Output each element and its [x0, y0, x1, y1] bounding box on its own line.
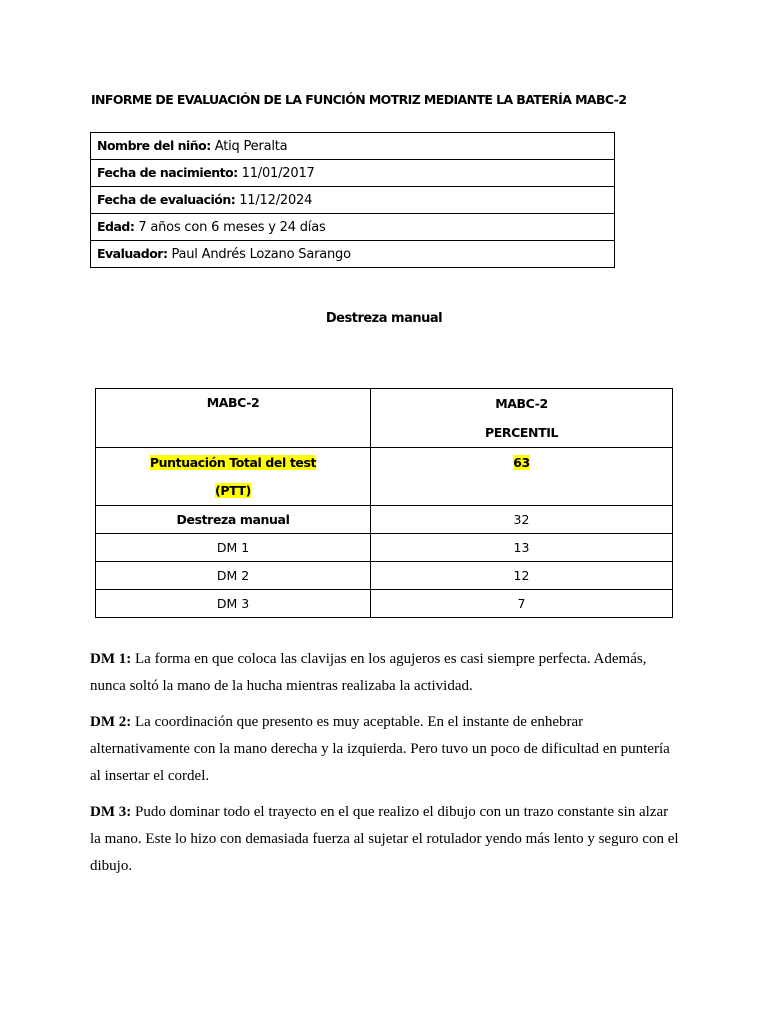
table-row	[96, 562, 673, 590]
header-right-2: PERCENTIL	[484, 425, 559, 440]
table-row	[96, 506, 673, 534]
note-text: La coordinación que presento es muy aceptable. En el instante de enhebrar alternativamente con la mano derecha y la izquierda. Pero tuvo un poco de dificultad en puntería al insertar el cordel.	[90, 714, 670, 784]
info-value: Atiq Peralta	[214, 139, 288, 154]
note-paragraph-dm2	[90, 709, 680, 790]
info-label: Fecha de evaluación:	[97, 192, 236, 207]
info-label: Edad:	[97, 219, 135, 234]
info-row-eval-date	[91, 187, 615, 214]
header-cell	[96, 389, 371, 448]
row-value: 7	[371, 590, 673, 618]
ptt-label-cell	[96, 448, 371, 506]
info-label: Fecha de nacimiento:	[97, 165, 238, 180]
note-label: DM 1:	[90, 651, 132, 667]
note-paragraph-dm3	[90, 799, 680, 880]
info-row-name	[91, 133, 615, 160]
ptt-value-cell	[371, 448, 673, 506]
row-value: 32	[371, 506, 673, 534]
note-text: Pudo dominar todo el trayecto en el que realizo el dibujo con un trazo constante sin alzar la mano. Este lo hizo con demasiada fuerza al sujetar el rotulador yendo más lento y seguro con el dibujo.	[90, 804, 679, 874]
info-value: Paul Andrés Lozano Sarango	[171, 247, 351, 262]
note-label: DM 3:	[90, 804, 132, 820]
row-label: DM 1	[96, 534, 371, 562]
info-label: Evaluador:	[97, 246, 168, 261]
ptt-label-2: (PTT)	[215, 483, 251, 498]
info-row-birthdate	[91, 160, 615, 187]
row-value: 13	[371, 534, 673, 562]
header-cell	[371, 389, 673, 448]
info-row-age	[91, 214, 615, 241]
section-heading: Destreza manual	[325, 311, 443, 326]
row-label: Destreza manual	[96, 506, 371, 534]
header-right-1: MABC-2	[495, 396, 548, 411]
info-value: 7 años con 6 meses y 24 días	[138, 220, 326, 235]
score-row-ptt	[96, 448, 673, 506]
score-table	[95, 388, 673, 618]
table-row	[96, 590, 673, 618]
note-paragraph-dm1	[90, 646, 680, 700]
ptt-label-1: Puntuación Total del test	[149, 455, 317, 470]
info-row-evaluator	[91, 241, 615, 268]
info-value: 11/01/2017	[241, 166, 315, 181]
score-header-row	[96, 389, 673, 448]
table-row	[96, 534, 673, 562]
ptt-value: 63	[513, 455, 530, 470]
page-title: INFORME DE EVALUACIÓN DE LA FUNCIÓN MOTRIZ MEDIANTE LA BATERÍA MABC-2	[91, 92, 627, 107]
row-label: DM 2	[96, 562, 371, 590]
note-label: DM 2:	[90, 714, 132, 730]
info-table	[90, 132, 615, 268]
observation-notes	[90, 646, 680, 889]
row-value: 12	[371, 562, 673, 590]
info-value: 11/12/2024	[239, 193, 313, 208]
row-label: DM 3	[96, 590, 371, 618]
header-left: MABC-2	[206, 395, 260, 410]
note-text: La forma en que coloca las clavijas en los agujeros es casi siempre perfecta. Además, nunca soltó la mano de la hucha mientras realizaba la actividad.	[90, 651, 647, 694]
info-label: Nombre del niño:	[97, 138, 211, 153]
